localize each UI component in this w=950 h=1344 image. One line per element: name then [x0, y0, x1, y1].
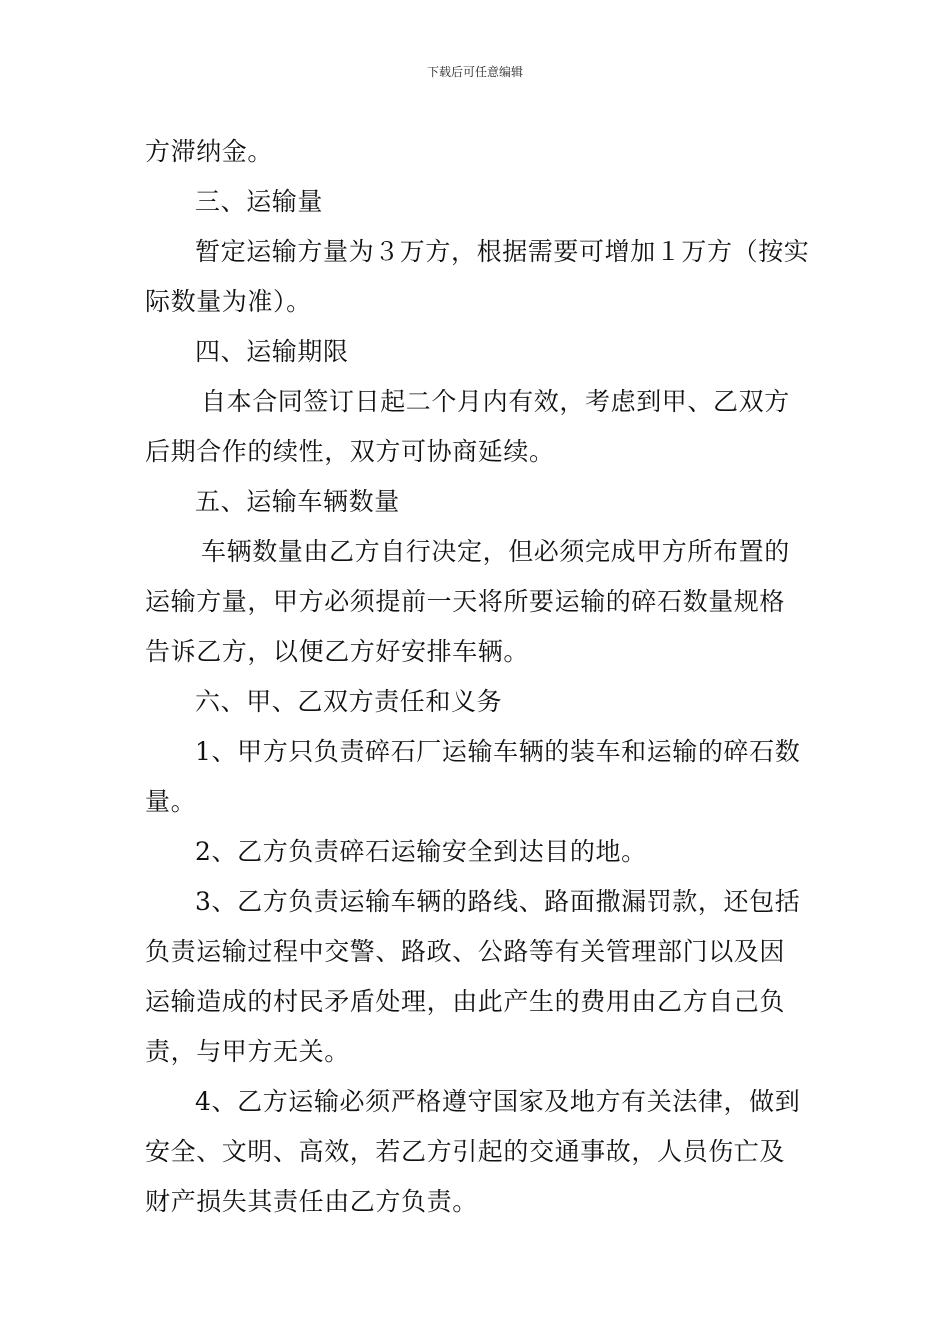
paragraph-line: 安全、文明、高效，若乙方引起的交通事故，人员伤亡及	[145, 1137, 786, 1166]
page-header: 下载后可任意编辑	[426, 65, 523, 79]
section-heading: 六、甲、乙双方责任和义务	[195, 687, 503, 716]
paragraph-line: 自本合同签订日起二个月内有效，考虑到甲、乙双方	[201, 387, 790, 416]
document-body	[145, 127, 810, 1227]
paragraph-line: 量。	[145, 787, 197, 816]
list-item: 2、乙方负责碎石运输安全到达目的地。	[195, 837, 647, 866]
paragraph-line: 方滞纳金。	[145, 137, 274, 166]
paragraph-line: 车辆数量由乙方自行决定，但必须完成甲方所布置的	[201, 537, 790, 566]
section-heading: 四、运输期限	[195, 337, 349, 366]
paragraph-line: 际数量为准）。	[145, 287, 312, 316]
list-item: 4、乙方运输必须严格遵守国家及地方有关法律，做到	[195, 1087, 801, 1116]
section-heading: 五、运输车辆数量	[195, 487, 400, 516]
paragraph-line: 运输造成的村民矛盾处理，由此产生的费用由乙方自己负	[145, 987, 786, 1016]
paragraph-line: 财产损失其责任由乙方负责。	[145, 1187, 478, 1216]
paragraph-line: 后期合作的续性，双方可协商延续。	[145, 437, 555, 466]
paragraph-line: 暂定运输方量为３万方，根据需要可增加１万方（按实	[195, 237, 810, 266]
paragraph-line: 告诉乙方，以便乙方好安排车辆。	[145, 637, 530, 666]
list-item: 1、甲方只负责碎石厂运输车辆的装车和运输的碎石数	[195, 737, 801, 766]
paragraph-line: 责，与甲方无关。	[145, 1037, 350, 1066]
section-heading: 三、运输量	[195, 187, 324, 216]
paragraph-line: 负责运输过程中交警、路政、公路等有关管理部门以及因	[145, 937, 786, 966]
paragraph-line: 运输方量，甲方必须提前一天将所要运输的碎石数量规格	[145, 587, 786, 616]
list-item: 3、乙方负责运输车辆的路线、路面撒漏罚款，还包括	[195, 887, 801, 916]
